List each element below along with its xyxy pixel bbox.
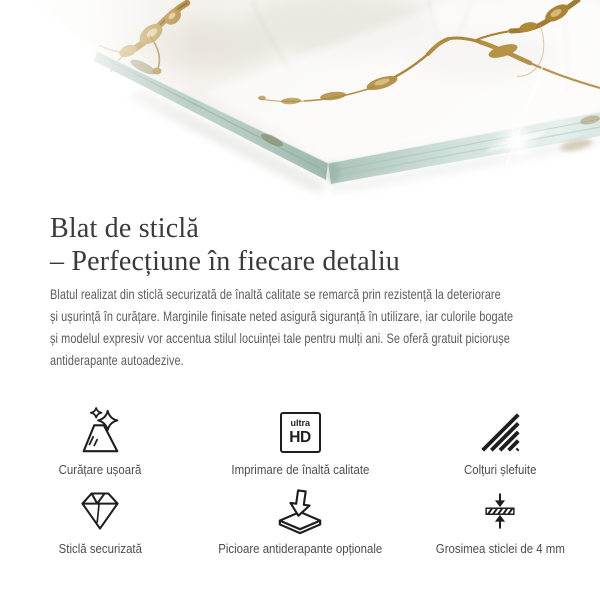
polished-corners-icon (474, 408, 526, 456)
feature-grid (0, 408, 600, 566)
glass-thickness-icon (474, 487, 526, 535)
ultra-hd-icon (274, 408, 326, 456)
feature-label: Sticlă securizată (58, 541, 142, 556)
feature-label: Picioare antiderapante opționale (217, 541, 383, 556)
intro-line: Blatul realizat din sticlă securizată de înaltă calitate se remarcă prin rezistență la deteriorare (50, 286, 501, 302)
feature-polished-corners (400, 408, 600, 477)
intro-paragraph (50, 283, 595, 371)
sparkle-clean-icon (74, 408, 126, 456)
feature-label: Colțuri șlefuite (463, 462, 537, 477)
feature-hd-print (200, 408, 400, 477)
feature-row-2 (0, 487, 600, 556)
feature-label: Curățare ușoară (58, 462, 142, 477)
product-photo-glass-tabletop (0, 0, 600, 210)
feature-tempered-glass (0, 487, 200, 556)
page-title-line-1: Blat de sticlă (50, 213, 199, 244)
feature-row-1 (0, 408, 600, 477)
feature-label: Imprimare de înaltă calitate (231, 462, 369, 477)
feature-easy-cleaning (0, 408, 200, 477)
marble-glass-illustration (0, 0, 600, 210)
ultra-hd-badge-top: ultra (290, 418, 310, 429)
anti-slip-feet-icon (274, 487, 326, 535)
page-title (50, 212, 570, 278)
intro-line: antiderapante autoadezive. (50, 352, 184, 368)
intro-line: și ușurință în curățare. Marginile finisate neted asigură siguranță în utilizare, iar culorile bogate (50, 308, 514, 324)
feature-label: Grosimea sticlei de 4 mm (435, 541, 565, 556)
page-title-line-2: – Perfecțiune în fiecare detaliu (50, 246, 401, 277)
tempered-glass-diamond-icon (74, 487, 126, 535)
intro-line: și modelul expresiv vor accentua stilul locuinței tale pentru mulți ani. Se oferă gratuit piciorușe (50, 330, 510, 346)
feature-anti-slip-feet (200, 487, 400, 556)
ultra-hd-badge-bottom: HD (289, 428, 311, 446)
feature-glass-thickness (400, 487, 600, 556)
